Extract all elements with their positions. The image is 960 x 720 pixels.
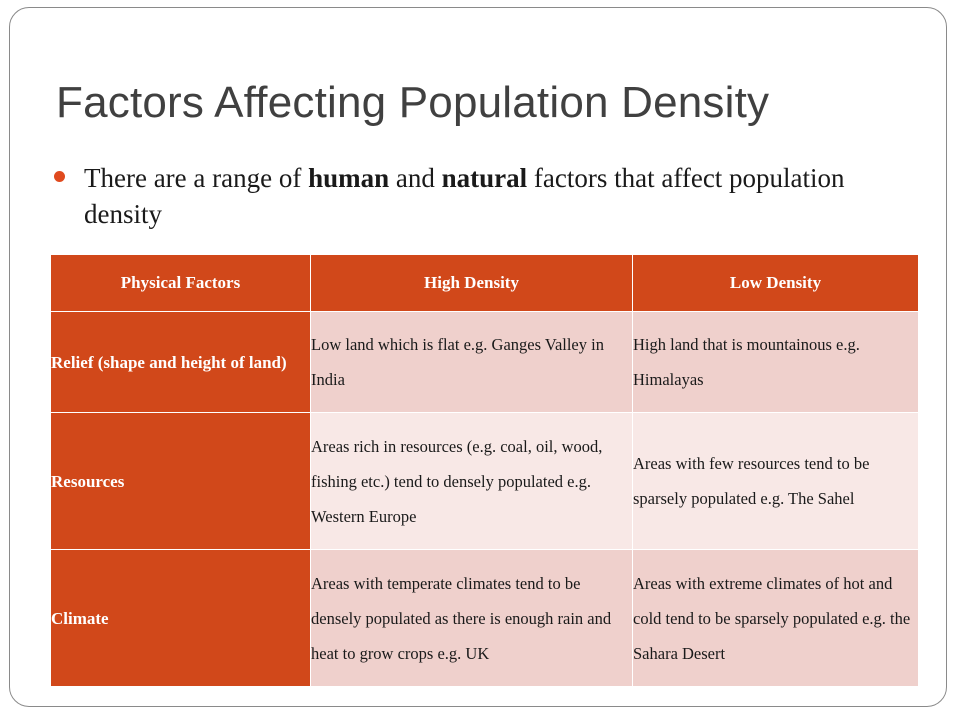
header-physical-factors: Physical Factors: [51, 255, 311, 312]
cell-low-density: Areas with extreme climates of hot and cold tend to be sparsely populated e.g. the Sahara Desert: [633, 550, 919, 687]
bullet-text-part: There are a range of: [84, 163, 309, 193]
row-factor-relief: Relief (shape and height of land): [51, 312, 311, 413]
bullet-bold-natural: natural: [441, 163, 528, 193]
table-header-row: [51, 255, 919, 312]
cell-low-density: Areas with few resources tend to be sparsely populated e.g. The Sahel: [633, 413, 919, 550]
bullet-text-part: and: [389, 163, 442, 193]
factors-table: [50, 254, 919, 687]
row-factor-climate: Climate: [51, 550, 311, 687]
bullet-text: [84, 160, 874, 232]
header-high-density: High Density: [311, 255, 633, 312]
cell-high-density: Areas rich in resources (e.g. coal, oil, wood, fishing etc.) tend to densely populated e.g. Western Europe: [311, 413, 633, 550]
bullet-bold-human: human: [308, 163, 390, 193]
table-row-resources: [51, 413, 919, 550]
table-row-climate: [51, 550, 919, 687]
bullet-dot-icon: [54, 171, 65, 182]
cell-high-density: Areas with temperate climates tend to be densely populated as there is enough rain and heat to grow crops e.g. UK: [311, 550, 633, 687]
row-factor-resources: Resources: [51, 413, 311, 550]
cell-low-density: High land that is mountainous e.g. Himalayas: [633, 312, 919, 413]
header-low-density: Low Density: [633, 255, 919, 312]
table-row-relief: [51, 312, 919, 413]
cell-high-density: Low land which is flat e.g. Ganges Valley in India: [311, 312, 633, 413]
slide-title: Factors Affecting Population Density: [56, 78, 770, 127]
bullet-text-part: factors that affect population density: [84, 163, 845, 229]
